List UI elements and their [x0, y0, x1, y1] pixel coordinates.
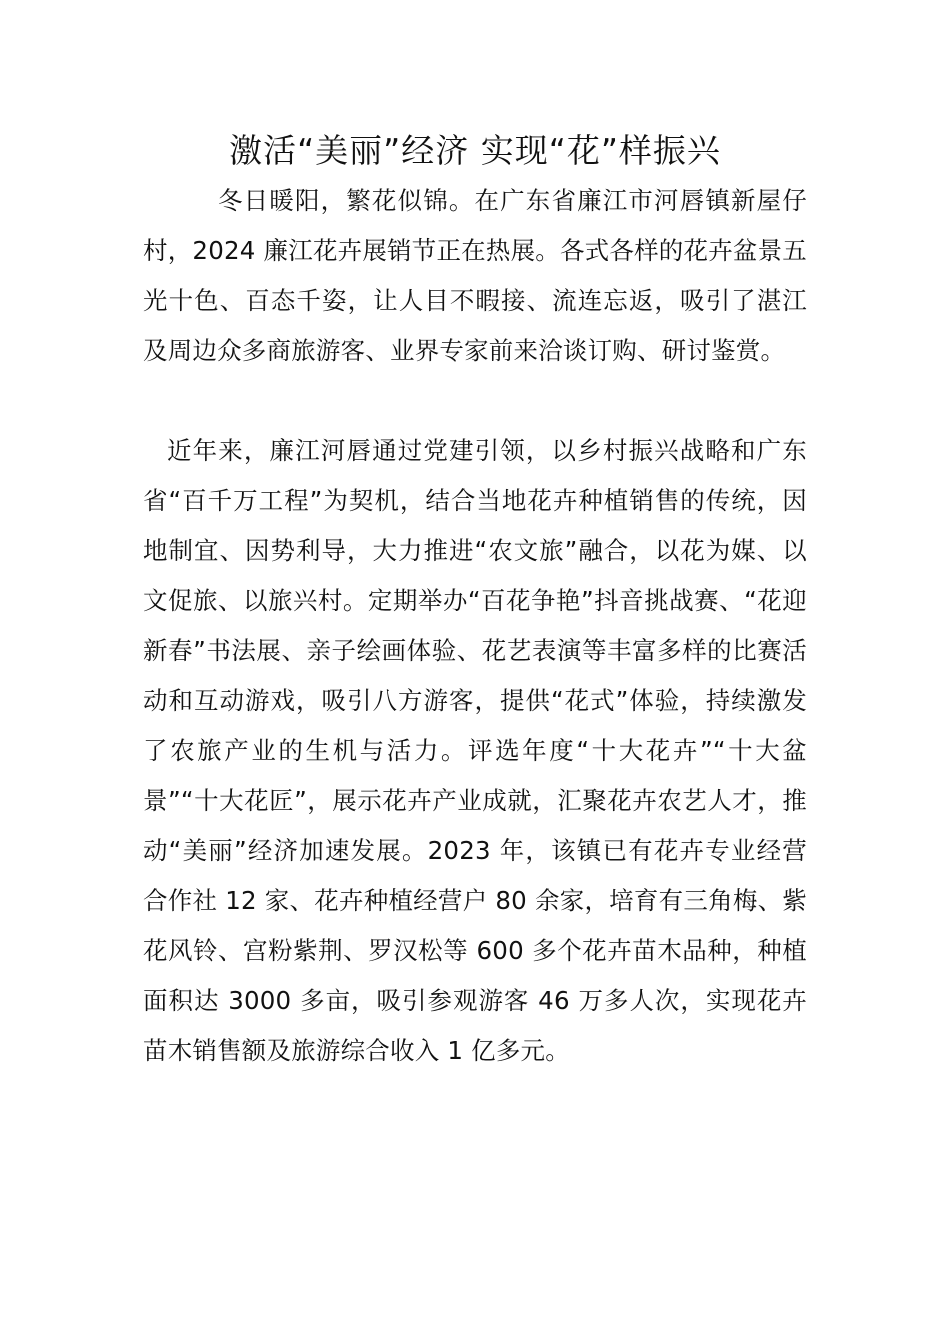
paragraph-intro: 冬日暖阳，繁花似锦。在广东省廉江市河唇镇新屋仔村，2024 廉江花卉展销节正在热展。各式各样的花卉盆景五光十色、百态千姿，让人目不暇接、流连忘返，吸引了湛江及周边众多商旅游客、业界专家前来洽谈订购、研讨鉴赏。	[143, 186, 807, 365]
document-title: 激活“美丽”经济 实现“花”样振兴	[229, 131, 721, 170]
paragraph-body: 近年来，廉江河唇通过党建引领，以乡村振兴战略和广东省“百千万工程”为契机，结合当地花卉种植销售的传统，因地制宜、因势利导，大力推进“农文旅”融合，以花为媒、以文促旅、以旅兴村。定期举办“百花争艳”抖音挑战赛、“花迎新春”书法展、亲子绘画体验、花艺表演等丰富多样的比赛活动和互动游戏，吸引八方游客，提供“花式”体验，持续激发了农旅产业的生机与活力。评选年度“十大花卉”“十大盆景”“十大花匠”，展示花卉产业成就，汇聚花卉农艺人才，推动“美丽”经济加速发展。2023 年，该镇已有花卉专业经营合作社 12 家、花卉种植经营户 80 余家，培育有三角梅、紫花风铃、宫粉紫荆、罗汉松等 600 多个花卉苗木品种，种植面积达 3000 多亩，吸引参观游客 46 万多人次，实现花卉苗木销售额及旅游综合收入 1 亿多元。	[143, 436, 807, 1065]
